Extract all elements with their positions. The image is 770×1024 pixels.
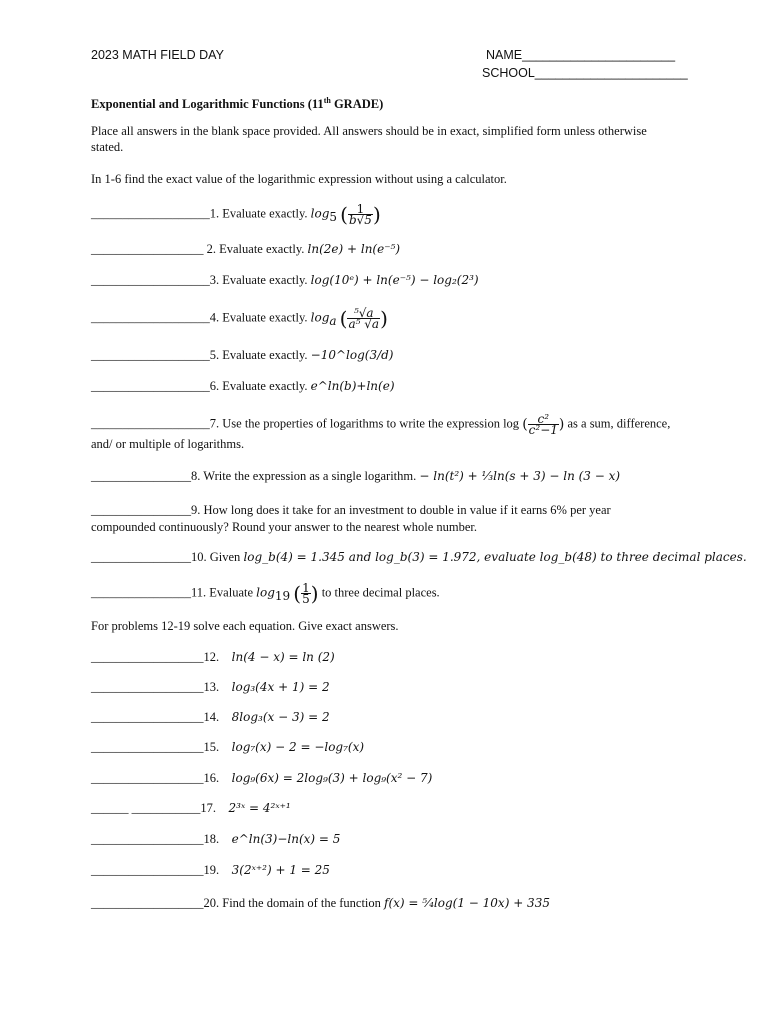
problem-10: ________________10. Given log_b(4) = 1.345 and log_b(3) = 1.972, evaluate log_b(48) to three decimal places. — [91, 550, 747, 564]
problem-7: ___________________7. Use the properties of logarithms to write the expression log ( $\frac{\text{c²}}{\text{c²−1}}$ ) as a sum, difference, and/ or multiple of logarithms. — [91, 412, 671, 451]
answer-blank[interactable]: ________________ — [91, 585, 191, 600]
problem-17: ______ ___________17. 2³ˣ = 4²ˣ⁺¹ — [91, 801, 291, 815]
answer-blank[interactable]: __________________ — [91, 242, 207, 256]
problem-15: __________________15. log₇(x) − 2 = −log₇(x) — [91, 740, 365, 754]
section-1-instructions: In 1-6 find the exact value of the logarithmic expression without using a calculator. — [91, 172, 507, 186]
problem-12: __________________12. ln(4 − x) = ln (2) — [91, 650, 335, 664]
problem-3: ___________________3. Evaluate exactly. log(10ᵉ) + ln(e⁻⁵) − log₂(2³) — [91, 273, 479, 287]
problem-5: ___________________5. Evaluate exactly. −10^log(3/d) — [91, 348, 394, 362]
problem-1: ___________________1. Evaluate exactly. $\log_5$ ( $\frac{1}{b√5}$ ) — [91, 202, 381, 227]
answer-blank[interactable]: ___________________ — [91, 348, 210, 362]
answer-blank[interactable]: ___________________ — [91, 206, 210, 221]
answer-blank[interactable]: ________________ — [91, 503, 191, 517]
section-2-instructions: For problems 12-19 solve each equation. Give exact answers. — [91, 619, 399, 633]
problem-13: __________________13. log₃(4x + 1) = 2 — [91, 680, 330, 694]
school-field[interactable]: SCHOOL______________________ — [482, 66, 688, 80]
answer-blank[interactable]: ___________________ — [91, 416, 210, 431]
answer-blank[interactable]: __________________ — [91, 771, 204, 785]
problem-14: __________________14. 8log₃(x − 3) = 2 — [91, 710, 330, 724]
problem-9: ________________9. How long does it take for an investment to double in value if it earns 6% per year compounded continuously? Round your answer to the nearest whole number. — [91, 503, 611, 534]
answer-blank[interactable]: ___________________ — [91, 310, 210, 325]
answer-blank[interactable]: ______ ___________ — [91, 801, 201, 815]
answer-blank[interactable]: ___________________ — [91, 273, 210, 287]
answer-blank[interactable]: __________________ — [91, 832, 204, 846]
answer-blank[interactable]: ___________________ — [91, 379, 210, 393]
answer-blank[interactable]: ________________ — [91, 550, 191, 564]
answer-blank[interactable]: ________________ — [91, 469, 191, 483]
event-title: 2023 MATH FIELD DAY — [91, 48, 224, 62]
answer-blank[interactable]: __________________ — [91, 680, 204, 694]
problem-11: ________________11. Evaluate $\log_{19}$ ( $\frac{1}{5}$ ) to three decimal places. — [91, 581, 440, 606]
answer-blank[interactable]: __________________ — [91, 650, 204, 664]
problem-19: __________________19. 3(2ˣ⁺²) + 1 = 25 — [91, 863, 330, 877]
problem-16: __________________16. log₉(6x) = 2log₉(3) + log₉(x² − 7) — [91, 771, 433, 785]
problem-20: __________________20. Find the domain of the function f(x) = ⁵⁄₄log(1 − 10x) + 335 — [91, 896, 550, 910]
name-field[interactable]: NAME______________________ — [486, 48, 676, 62]
answer-blank[interactable]: __________________ — [91, 710, 204, 724]
problem-4: ___________________4. Evaluate exactly. $\log_a$ ( $\frac{\text{⁵√a}}{\text{a⁵ √a}}$ ) — [91, 306, 388, 331]
problem-18: __________________18. e^ln(3)−ln(x) = 5 — [91, 832, 341, 846]
problem-6: ___________________6. Evaluate exactly. e^ln(b)+ln(e) — [91, 379, 395, 393]
answer-blank[interactable]: __________________ — [91, 863, 204, 877]
answer-blank[interactable]: __________________ — [91, 896, 204, 910]
problem-8: ________________8. Write the expression as a single logarithm. − ln(t²) + ⅓ln(s + 3) − ln (3 − x) — [91, 469, 621, 483]
page-title: Exponential and Logarithmic Functions (11th GRADE) — [91, 96, 384, 112]
answer-blank[interactable]: __________________ — [91, 740, 204, 754]
instructions: Place all answers in the blank space provided. All answers should be in exact, simplified form unless otherwise stated. — [91, 124, 647, 154]
problem-2: __________________ 2. Evaluate exactly. ln(2e) + ln(e⁻⁵) — [91, 242, 401, 256]
